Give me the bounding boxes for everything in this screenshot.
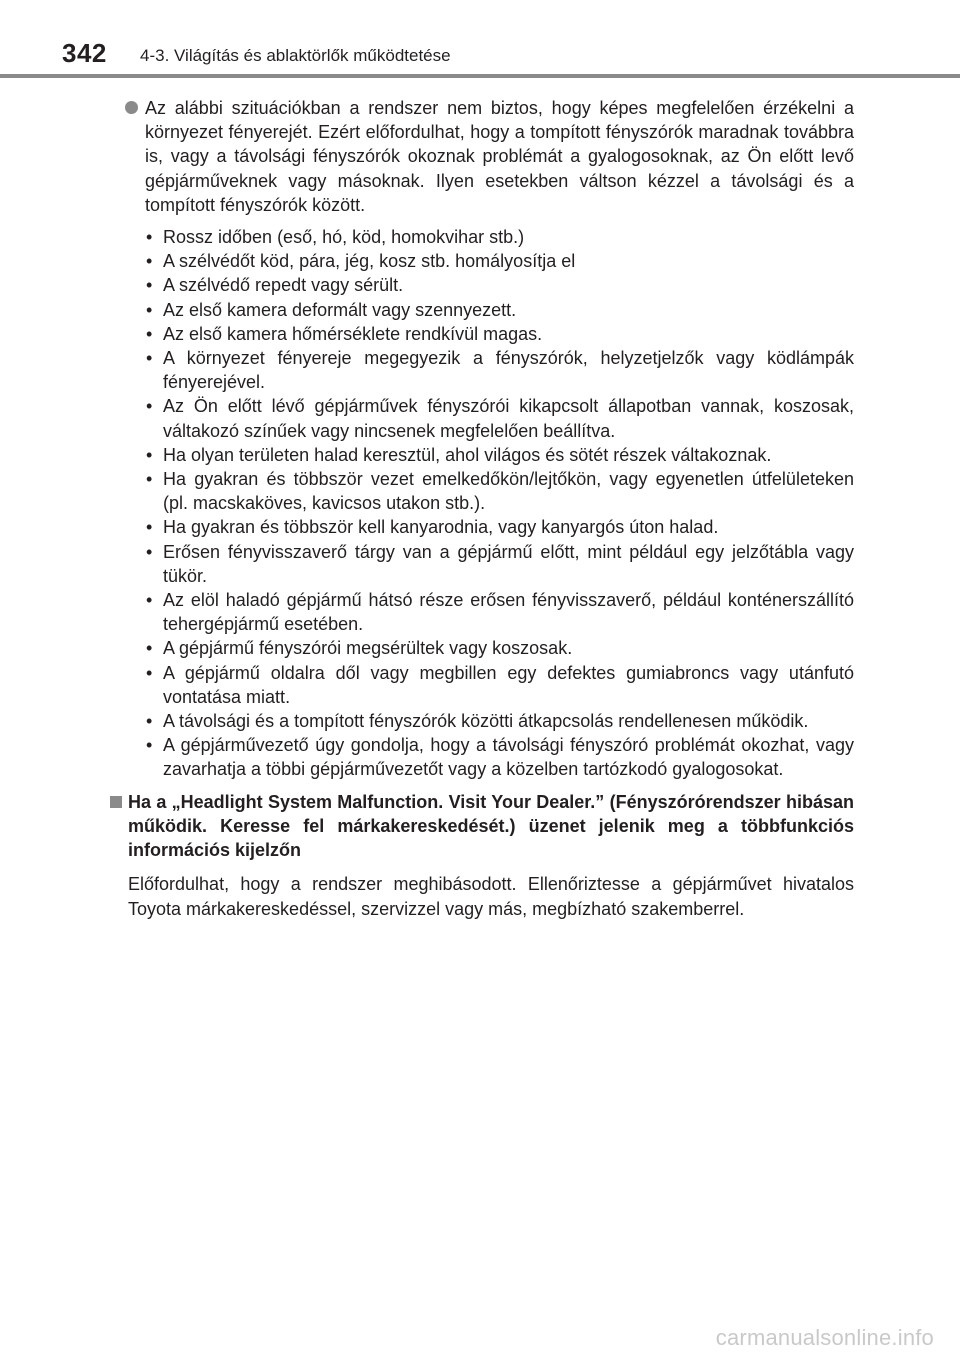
- bullet-dot-icon: •: [146, 444, 153, 465]
- intro-paragraph: [110, 96, 854, 217]
- list-item-text: A távolsági és a tompított fényszórók közötti átkapcsolás rendellenesen működik.: [163, 711, 809, 732]
- bullet-dot-icon: •: [146, 323, 153, 344]
- list-item: [145, 394, 854, 442]
- bullet-dot-icon: •: [146, 735, 153, 756]
- list-item-text: A gépjárművezető úgy gondolja, hogy a távolsági fényszóró problémát okozhat, vagy zavarhatja a többi gépjárművezetőt vagy a közelben tartózkodó gyalogosokat.: [163, 735, 854, 780]
- bullet-dot-icon: •: [146, 396, 153, 417]
- list-item-text: A környezet fényereje megegyezik a fényszórók, helyzetjelzők vagy ködlámpák fényerejével.: [163, 348, 854, 393]
- list-item: [145, 540, 854, 588]
- section-body: Előfordulhat, hogy a rendszer meghibásodott. Ellenőriztesse a gépjárművet hivatalos Toyota márkakereskedéssel, szervizzel vagy más, megbízható szakemberrel.: [128, 874, 854, 919]
- main-content: [110, 96, 854, 921]
- chapter-title: 4-3. Világítás és ablaktörlők működtetése: [140, 46, 451, 65]
- bullet-dot-icon: •: [146, 541, 153, 562]
- page-number: 342: [62, 38, 107, 68]
- watermark-text: carmanualsonline.info: [715, 1325, 934, 1350]
- list-item: [145, 733, 854, 781]
- list-item: [145, 249, 854, 273]
- list-item-text: Ha olyan területen halad keresztül, ahol világos és sötét részek váltakoznak.: [163, 444, 772, 465]
- list-item: [145, 225, 854, 249]
- list-item-text: Ha gyakran és többször vezet emelkedőkön/lejtőkön, vagy egyenetlen útfelületeken (pl. macskaköves, kavicsos utakon stb.).: [163, 469, 854, 514]
- circle-bullet-icon: [125, 101, 138, 114]
- list-item: [145, 661, 854, 709]
- bullet-dot-icon: •: [146, 517, 153, 538]
- header-rule: [0, 74, 960, 78]
- list-item: [145, 588, 854, 636]
- bullet-dot-icon: •: [146, 227, 153, 248]
- list-item-text: Az elöl haladó gépjármű hátsó része erősen fényvisszaverő, például konténerszállító tehergépjármű esetében.: [163, 590, 854, 635]
- list-item-text: Az első kamera hőmérséklete rendkívül magas.: [163, 323, 543, 344]
- list-item: [145, 298, 854, 322]
- conditions-list: [110, 225, 854, 782]
- list-item-text: A gépjármű fényszórói megsérültek vagy koszosak.: [163, 638, 573, 659]
- list-item-text: Az első kamera deformált vagy szennyezett.: [163, 299, 517, 320]
- bullet-dot-icon: •: [146, 299, 153, 320]
- section-heading: Ha a „Headlight System Malfunction. Visit Your Dealer.” (Fényszórórendszer hibásan működik. Keresse fel márkakereskedését.) üzenet jelenik meg a többfunkciós információs kijelzőn: [128, 791, 854, 861]
- list-item: [145, 322, 854, 346]
- bullet-dot-icon: •: [146, 275, 153, 296]
- list-item-text: A szélvédőt köd, pára, jég, kosz stb. homályosítja el: [163, 251, 576, 272]
- malfunction-section: [110, 790, 854, 921]
- bullet-dot-icon: •: [146, 469, 153, 490]
- bullet-dot-icon: •: [146, 590, 153, 611]
- list-item: [145, 636, 854, 660]
- list-item: [145, 515, 854, 539]
- intro-paragraph-text: Az alábbi szituációkban a rendszer nem biztos, hogy képes megfelelően érzékelni a környezet fényerejét. Ezért előfordulhat, hogy a tompított fényszórók maradnak továbbra is, vagy a távolsági fényszórók okoznak problémát a gyalogosoknak, az Ön előtt levő gépjárműveknek vagy másoknak. Ilyen esetekben váltson kézzel a távolsági és a tompított fényszórók között.: [145, 98, 854, 215]
- square-bullet-icon: [110, 796, 122, 808]
- list-item: [145, 443, 854, 467]
- bullet-dot-icon: •: [146, 638, 153, 659]
- list-item-text: A gépjármű oldalra dől vagy megbillen egy defektes gumiabroncs vagy utánfutó vontatása miatt.: [163, 662, 854, 707]
- list-item-text: Az Ön előtt lévő gépjárművek fényszórói kikapcsolt állapotban vannak, koszosak, váltakozó színűek vagy nincsenek megfelelően beállítva.: [163, 396, 854, 441]
- list-item-text: Ha gyakran és többször kell kanyarodnia, vagy kanyargós úton halad.: [163, 517, 719, 538]
- list-item: [145, 709, 854, 733]
- list-item: [145, 273, 854, 297]
- list-item-text: Rossz időben (eső, hó, köd, homokvihar stb.): [163, 227, 525, 248]
- page-header: [0, 0, 960, 80]
- list-item: [145, 346, 854, 394]
- bullet-dot-icon: •: [146, 662, 153, 683]
- bullet-dot-icon: •: [146, 251, 153, 272]
- list-item-text: Erősen fényvisszaverő tárgy van a gépjármű előtt, mint például egy jelzőtábla vagy tükör.: [163, 541, 854, 586]
- bullet-dot-icon: •: [146, 348, 153, 369]
- list-item-text: A szélvédő repedt vagy sérült.: [163, 275, 404, 296]
- list-item: [145, 467, 854, 515]
- bullet-dot-icon: •: [146, 711, 153, 732]
